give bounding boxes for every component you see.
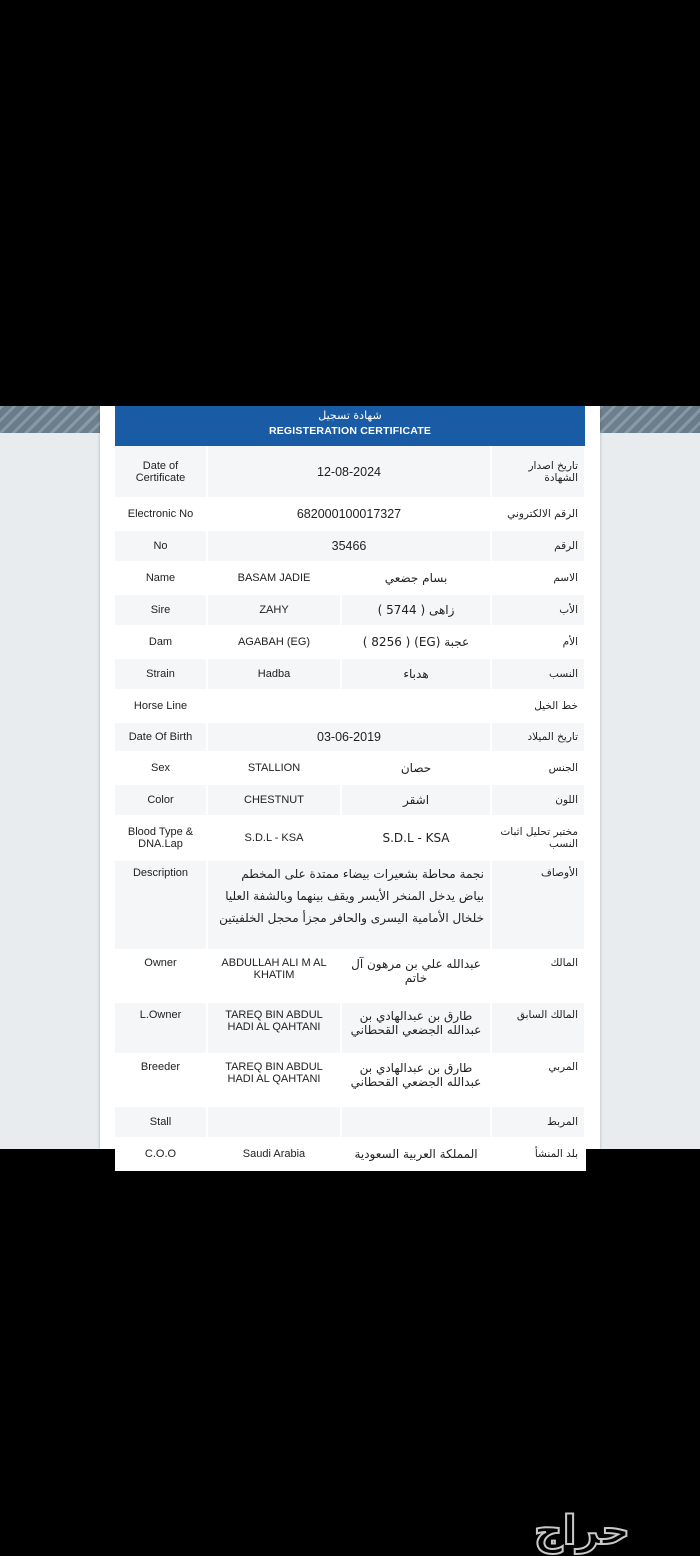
- value-ar: اشقر: [341, 784, 491, 816]
- header-title-en: REGISTERATION CERTIFICATE: [268, 425, 432, 437]
- label-ar: بلد المنشأ: [491, 1138, 585, 1170]
- value-ar: طارق بن عبدالهادي بن عبدالله الجضعي القحطاني: [341, 1054, 491, 1106]
- label-en: Date of Certificate: [115, 446, 207, 498]
- row-owner: [115, 950, 585, 1002]
- value-en: ABDULLAH ALI M AL KHATIM: [207, 950, 341, 1002]
- label-en: Blood Type & DNA.Lap: [115, 816, 207, 860]
- label-en: L.Owner: [115, 1002, 207, 1054]
- row-coo: [115, 1138, 585, 1170]
- row-l-owner: [115, 1002, 585, 1054]
- label-ar: الأم: [491, 626, 585, 658]
- row-sex: [115, 752, 585, 784]
- certificate-screenshot: [0, 406, 700, 1161]
- row-breeder: [115, 1054, 585, 1106]
- value-en: STALLION: [207, 752, 341, 784]
- certificate-table: [115, 446, 586, 1171]
- value-en: Saudi Arabia: [207, 1138, 341, 1170]
- label-ar: المربي: [491, 1054, 585, 1106]
- value-ar: عبدالله علي بن مرهون آل خاتم: [341, 950, 491, 1002]
- label-en: Dam: [115, 626, 207, 658]
- value-en: AGABAH (EG): [207, 626, 341, 658]
- label-ar: الجنس: [491, 752, 585, 784]
- value-en: TAREQ BIN ABDUL HADI AL QAHTANI: [207, 1002, 341, 1054]
- value-en: ZAHY: [207, 594, 341, 626]
- label-ar: الرقم: [491, 530, 585, 562]
- label-ar: مختبر تحليل اثبات النسب: [491, 816, 585, 860]
- label-ar: اللون: [491, 784, 585, 816]
- label-en: Color: [115, 784, 207, 816]
- label-en: Strain: [115, 658, 207, 690]
- label-en: Owner: [115, 950, 207, 1002]
- label-en: Breeder: [115, 1054, 207, 1106]
- label-en: Description: [115, 860, 207, 950]
- label-ar: النسب: [491, 658, 585, 690]
- label-ar: المربط: [491, 1106, 585, 1138]
- row-date-of-birth: [115, 722, 585, 752]
- label-en: Electronic No: [115, 498, 207, 530]
- label-en: No: [115, 530, 207, 562]
- row-date-of-certificate: [115, 446, 585, 498]
- label-ar: الأوصاف: [491, 860, 585, 950]
- label-en: Date Of Birth: [115, 722, 207, 752]
- value-ar: هدباء: [341, 658, 491, 690]
- banner-pattern-left: [0, 406, 100, 433]
- value-en: S.D.L - KSA: [207, 816, 341, 860]
- label-en: Sex: [115, 752, 207, 784]
- value: 682000100017327: [207, 498, 491, 530]
- row-dam: [115, 626, 585, 658]
- label-en: Horse Line: [115, 690, 207, 722]
- row-horse-line: [115, 690, 585, 722]
- value-ar: المملكة العربية السعودية: [341, 1138, 491, 1170]
- value-ar: عجبة (EG) ( 8256 ): [341, 626, 491, 658]
- value-en: CHESTNUT: [207, 784, 341, 816]
- label-ar: المالك السابق: [491, 1002, 585, 1054]
- label-en: Sire: [115, 594, 207, 626]
- value-ar: طارق بن عبدالهادي بن عبدالله الجضعي القحطاني: [341, 1002, 491, 1054]
- label-ar: الاسم: [491, 562, 585, 594]
- banner-pattern-right: [600, 406, 700, 433]
- value: 12-08-2024: [207, 446, 491, 498]
- label-ar: تاريخ الميلاد: [491, 722, 585, 752]
- label-ar: الرقم الالكتروني: [491, 498, 585, 530]
- value-ar: [341, 1106, 491, 1138]
- label-en: Name: [115, 562, 207, 594]
- value-ar: بسام جضعي: [341, 562, 491, 594]
- value-ar: زاهى ( 5744 ): [341, 594, 491, 626]
- haraj-watermark-logo: [472, 1506, 692, 1556]
- row-sire: [115, 594, 585, 626]
- value: 35466: [207, 530, 491, 562]
- certificate-card: [100, 406, 600, 1161]
- value-en: TAREQ BIN ABDUL HADI AL QAHTANI: [207, 1054, 341, 1106]
- row-no: [115, 530, 585, 562]
- certificate-header: [115, 406, 585, 446]
- watermark-text: حراج: [533, 1508, 631, 1554]
- label-ar: المالك: [491, 950, 585, 1002]
- label-en: Stall: [115, 1106, 207, 1138]
- row-description: [115, 860, 585, 950]
- value-en: BASAM JADIE: [207, 562, 341, 594]
- label-ar: خط الخيل: [491, 690, 585, 722]
- header-title-ar: شهادة تسجيل: [318, 409, 382, 422]
- label-ar: الأب: [491, 594, 585, 626]
- value-en: Hadba: [207, 658, 341, 690]
- row-color: [115, 784, 585, 816]
- value-ar: [341, 690, 491, 722]
- row-strain: [115, 658, 585, 690]
- label-ar: تاريخ اصدار الشهادة: [491, 446, 585, 498]
- value-en: [207, 1106, 341, 1138]
- label-en: C.O.O: [115, 1138, 207, 1170]
- value-ar: نجمة محاطة بشعيرات بيضاء ممتدة على المخطم بياض يدخل المنخر الأيسر ويقف بينهما وبالشفة العليا خلخال الأمامية اليسرى والحافر مجزأ محجل الخلفيتين: [207, 860, 491, 950]
- value-en: [207, 690, 341, 722]
- row-blood-type: [115, 816, 585, 860]
- row-electronic-no: [115, 498, 585, 530]
- row-stall: [115, 1106, 585, 1138]
- value-ar: حصان: [341, 752, 491, 784]
- value-ar: S.D.L - KSA: [341, 816, 491, 860]
- row-name: [115, 562, 585, 594]
- value: 03-06-2019: [207, 722, 491, 752]
